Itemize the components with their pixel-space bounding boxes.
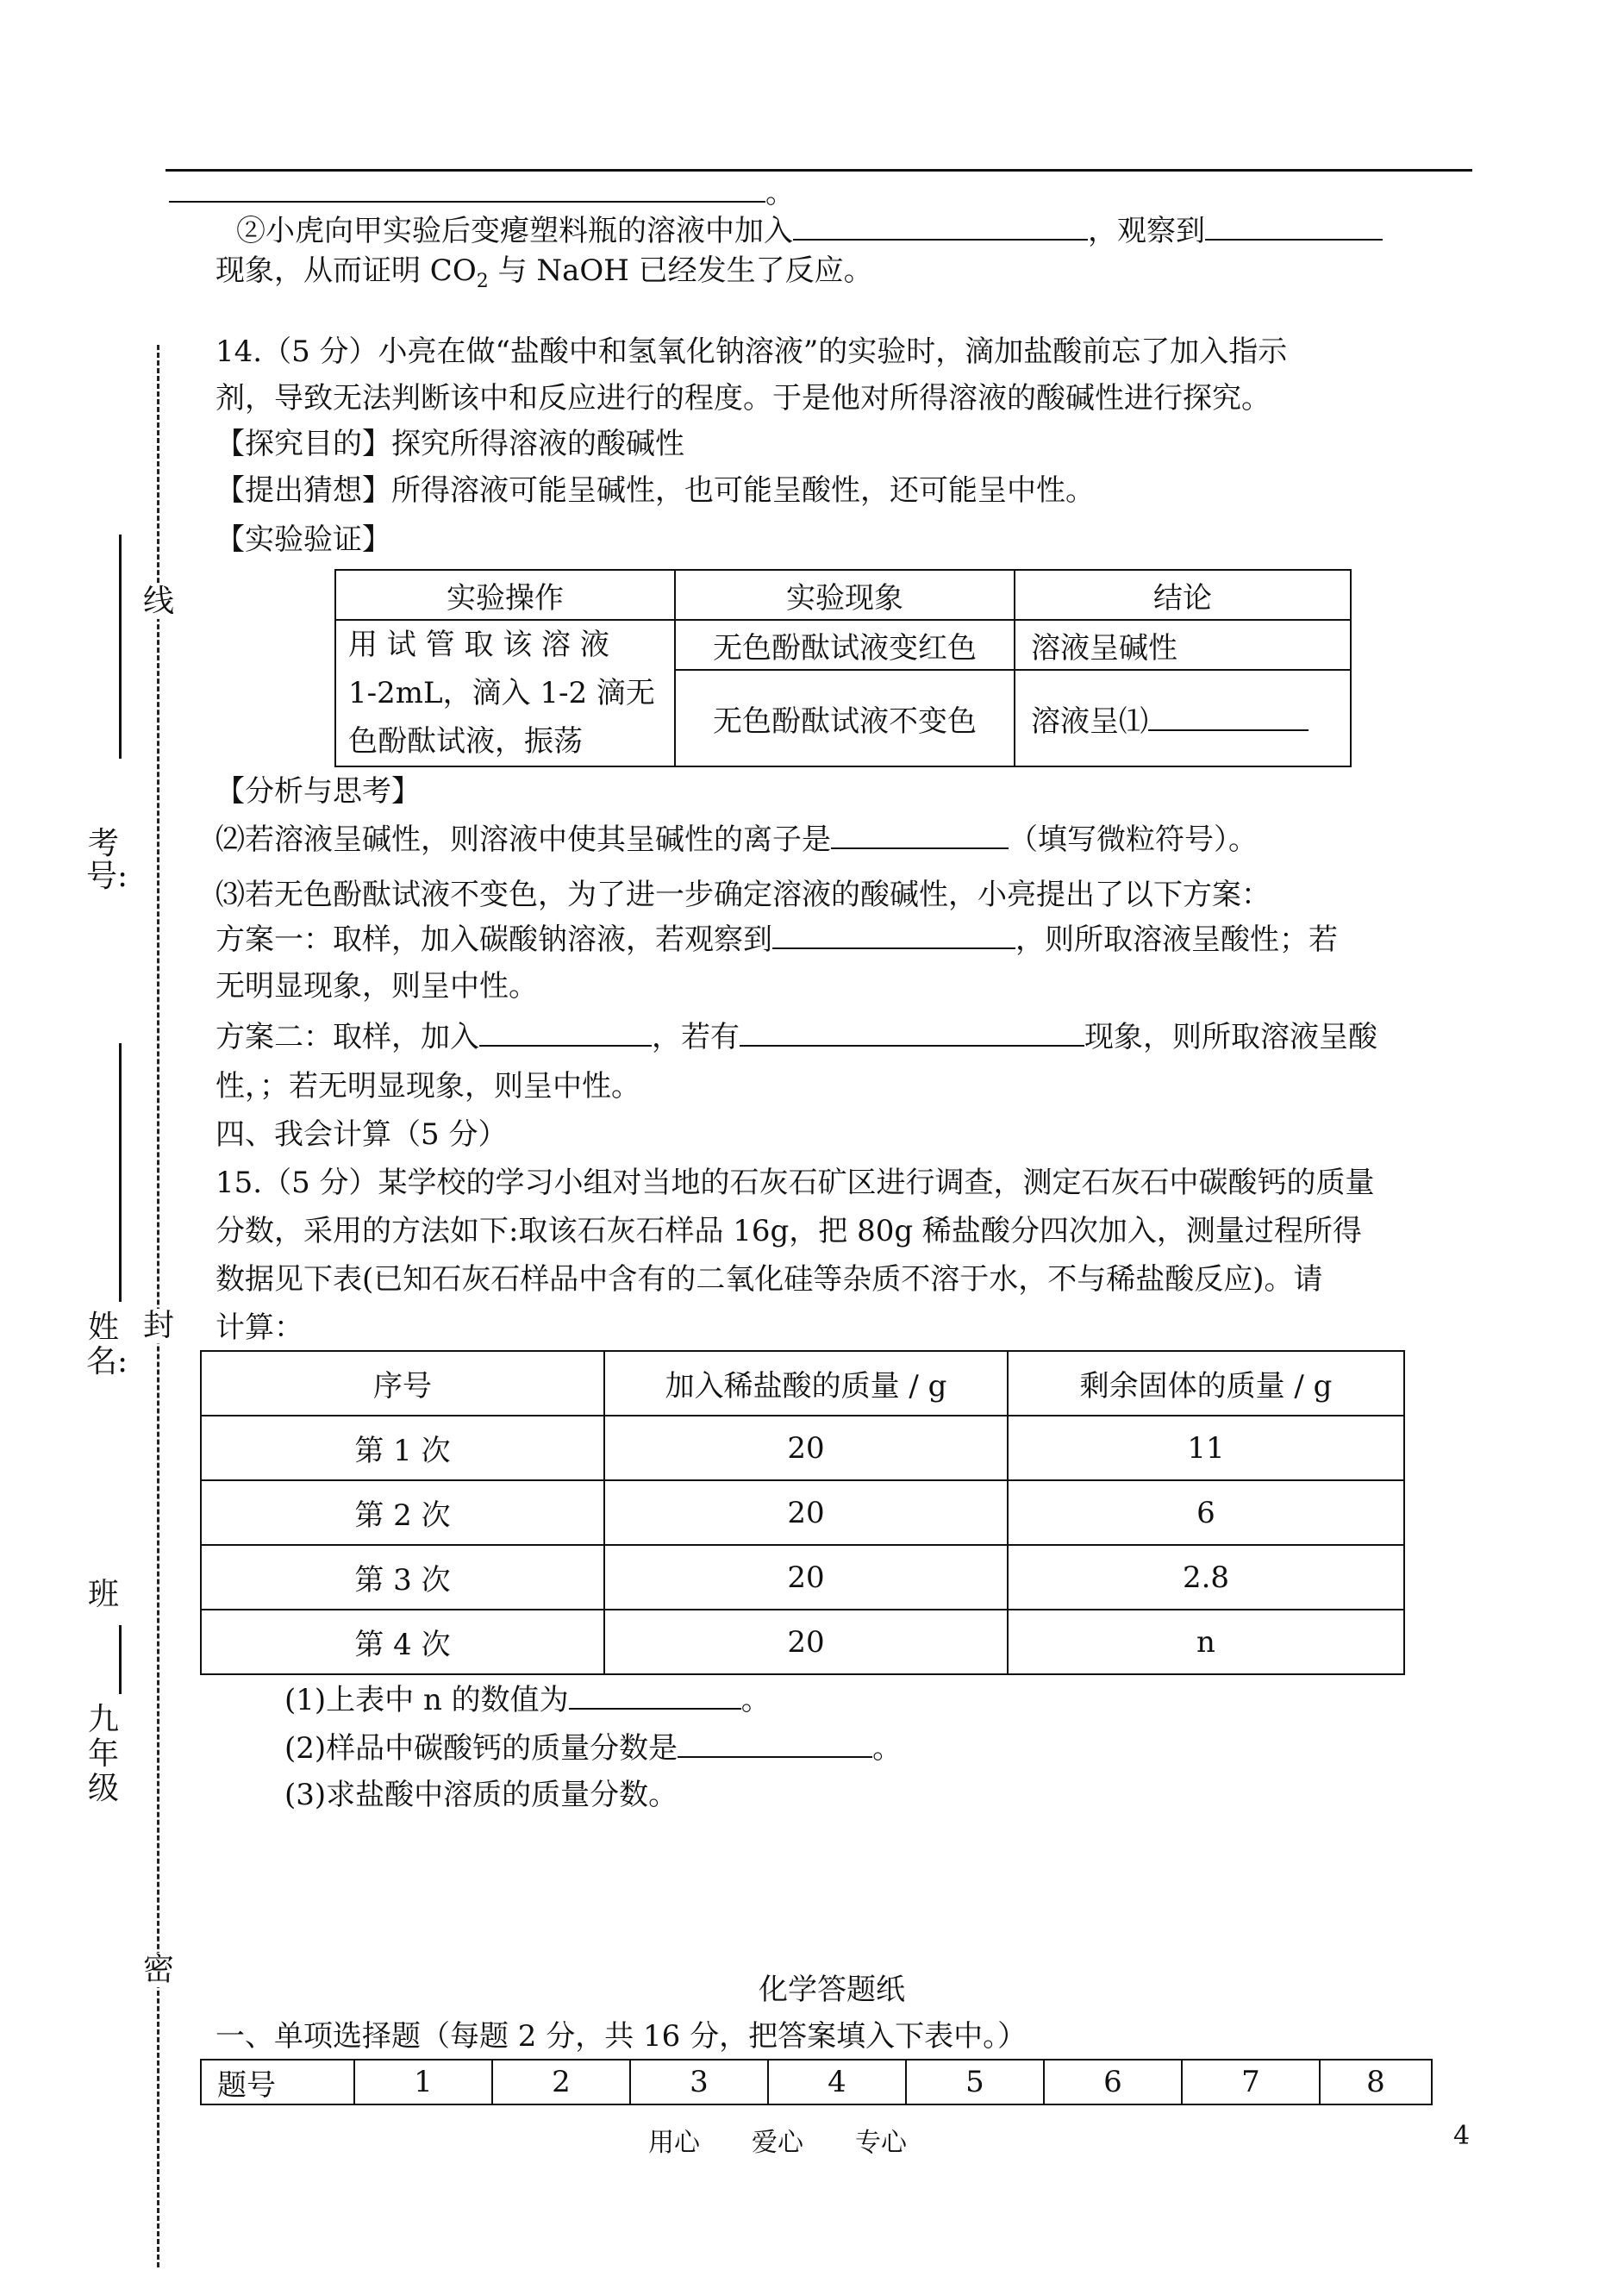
table-cell: 2.8 — [1008, 1545, 1404, 1610]
answer-grid-number[interactable]: 8 — [1320, 2060, 1432, 2104]
answer-blank[interactable] — [678, 1755, 872, 1758]
answer-blank[interactable] — [1148, 729, 1309, 731]
answer-grid-label: 题号 — [201, 2060, 354, 2104]
class-blank — [119, 1625, 122, 1694]
answer-grid-number[interactable]: 2 — [492, 2060, 630, 2104]
table-header: 剩余固体的质量 / g — [1008, 1351, 1404, 1416]
answer-blank[interactable] — [740, 1044, 1084, 1047]
q15-stem-line3: 数据见下表(已知石灰石样品中含有的二氧化硅等杂质不溶于水，不与稀盐酸反应)。请 — [215, 1262, 1323, 1297]
table-cell: 20 — [604, 1480, 1008, 1545]
answer-blank[interactable] — [169, 200, 765, 203]
answer-grid-number[interactable]: 1 — [354, 2060, 492, 2104]
table-cell: 20 — [604, 1610, 1008, 1674]
table-cell: n — [1008, 1610, 1404, 1674]
answer-blank[interactable] — [479, 1044, 652, 1047]
table-header: 实验现象 — [675, 570, 1015, 620]
q14-stem-line1: 14.（5 分）小亮在做“盐酸中和氢氧化钠溶液”的实验时，滴加盐酸前忘了加入指示 — [215, 335, 1288, 369]
q15-stem-line2: 分数，采用的方法如下:取该石灰石样品 16g，把 80g 稀盐酸分四次加入，测量过程所得 — [215, 1214, 1362, 1248]
table-cell: 6 — [1008, 1480, 1404, 1545]
q15-subq-3: (3)求盐酸中溶质的质量分数。 — [284, 1778, 678, 1812]
answer-sheet-title: 化学答题纸 — [759, 1973, 905, 2007]
table-cell: 溶液呈碱性 — [1015, 620, 1351, 670]
table-cell: 无色酚酞试液不变色 — [675, 670, 1015, 766]
q14-analysis-heading: 【分析与思考】 — [215, 774, 421, 809]
table-cell: 11 — [1008, 1416, 1404, 1480]
answer-sheet-section1: 一、单项选择题（每题 2 分，共 16 分，把答案填入下表中。） — [215, 2019, 1027, 2054]
q15-stem-line1: 15.（5 分）某学校的学习小组对当地的石灰石矿区进行调查，测定石灰石中碳酸钙的质量 — [215, 1166, 1375, 1200]
q14-experiment-table — [334, 569, 1352, 767]
answer-grid — [200, 2059, 1433, 2105]
answer-blank[interactable] — [772, 947, 1015, 949]
q14-plan1: 方案一：取样，加入碳酸钠溶液，若观察到 ，则所取溶液呈酸性；若 — [215, 922, 1338, 957]
footer-motto: 用心 爱心 专心 — [648, 2128, 907, 2158]
table-header: 加入稀盐酸的质量 / g — [604, 1351, 1008, 1416]
answer-grid-number[interactable]: 7 — [1182, 2060, 1320, 2104]
q14-plan2: 方案二：取样，加入 ，若有 现象，则所取溶液呈酸 — [215, 1020, 1377, 1054]
table-cell: 溶液呈⑴ — [1015, 670, 1351, 766]
page-number: 4 — [1453, 2121, 1471, 2151]
q14-stem-line2: 剂，导致无法判断该中和反应进行的程度。于是他对所得溶液的酸碱性进行探究。 — [215, 381, 1271, 416]
prev-question-conclusion: 现象，从而证明 $CO_2$ 与 NaOH 已经发生了反应。 — [215, 253, 873, 292]
q15-stem-line4: 计算： — [215, 1310, 303, 1345]
prev-question-tail: 。 — [169, 169, 795, 217]
q14-purpose: 【探究目的】探究所得溶液的酸碱性 — [215, 427, 684, 461]
margin-label-name: 姓名: — [86, 1310, 128, 1379]
answer-grid-number[interactable]: 5 — [906, 2060, 1044, 2104]
q14-plan2-cont: 性，；若无明显现象，则呈中性。 — [215, 1069, 640, 1104]
margin-label-line: 线 — [142, 584, 174, 619]
table-header: 实验操作 — [335, 570, 675, 620]
q14-analysis-2: ⑵若溶液呈碱性，则溶液中使其呈碱性的离子是 （填写微粒符号）。 — [215, 822, 1258, 857]
q15-data-table — [200, 1350, 1405, 1675]
table-cell: 第 1 次 — [201, 1416, 604, 1480]
table-cell: 第 4 次 — [201, 1610, 604, 1674]
answer-grid-number[interactable]: 6 — [1044, 2060, 1182, 2104]
answer-blank[interactable] — [793, 238, 1088, 241]
answer-grid-number[interactable]: 4 — [768, 2060, 906, 2104]
table-header: 序号 — [201, 1351, 604, 1416]
table-header: 结论 — [1015, 570, 1351, 620]
table-cell-operation: 用 试 管 取 该 溶 液 1-2mL，滴入 1-2 滴无 色酚酞试液，振荡 — [335, 620, 675, 766]
table-cell: 第 3 次 — [201, 1545, 604, 1610]
q14-verify-heading: 【实验验证】 — [215, 522, 391, 557]
prev-question-part2: ②小虎向甲实验后变瘪塑料瓶的溶液中加入 ，观察到 — [236, 207, 1383, 255]
q15-subq-1: (1)上表中 n 的数值为 。 — [284, 1683, 771, 1717]
answer-grid-number[interactable]: 3 — [630, 2060, 768, 2104]
margin-label-exam-number: 考号: — [86, 826, 128, 894]
q14-analysis-3: ⑶若无色酚酞试液不变色，为了进一步确定溶液的酸碱性，小亮提出了以下方案： — [215, 878, 1271, 912]
q14-plan1-cont: 无明显现象，则呈中性。 — [215, 969, 538, 1004]
answer-blank[interactable] — [1205, 238, 1383, 241]
table-cell: 20 — [604, 1416, 1008, 1480]
margin-label-secret: 密 — [142, 1952, 174, 1987]
table-cell: 20 — [604, 1545, 1008, 1610]
name-blank — [119, 1043, 122, 1302]
exam-number-blank — [119, 535, 122, 759]
answer-blank[interactable] — [831, 847, 1009, 849]
margin-label-class: 班 — [87, 1577, 119, 1612]
section-4-heading: 四、我会计算（5 分） — [215, 1117, 508, 1152]
table-cell: 无色酚酞试液变红色 — [675, 620, 1015, 670]
margin-label-seal: 封 — [142, 1308, 174, 1343]
q14-hypothesis: 【提出猜想】所得溶液可能呈碱性，也可能呈酸性，还可能呈中性。 — [215, 473, 1095, 508]
answer-blank[interactable] — [569, 1707, 741, 1710]
margin-label-grade: 九年级 — [87, 1702, 119, 1806]
q15-subq-2: (2)样品中碳酸钙的质量分数是 。 — [284, 1731, 903, 1766]
table-cell: 第 2 次 — [201, 1480, 604, 1545]
